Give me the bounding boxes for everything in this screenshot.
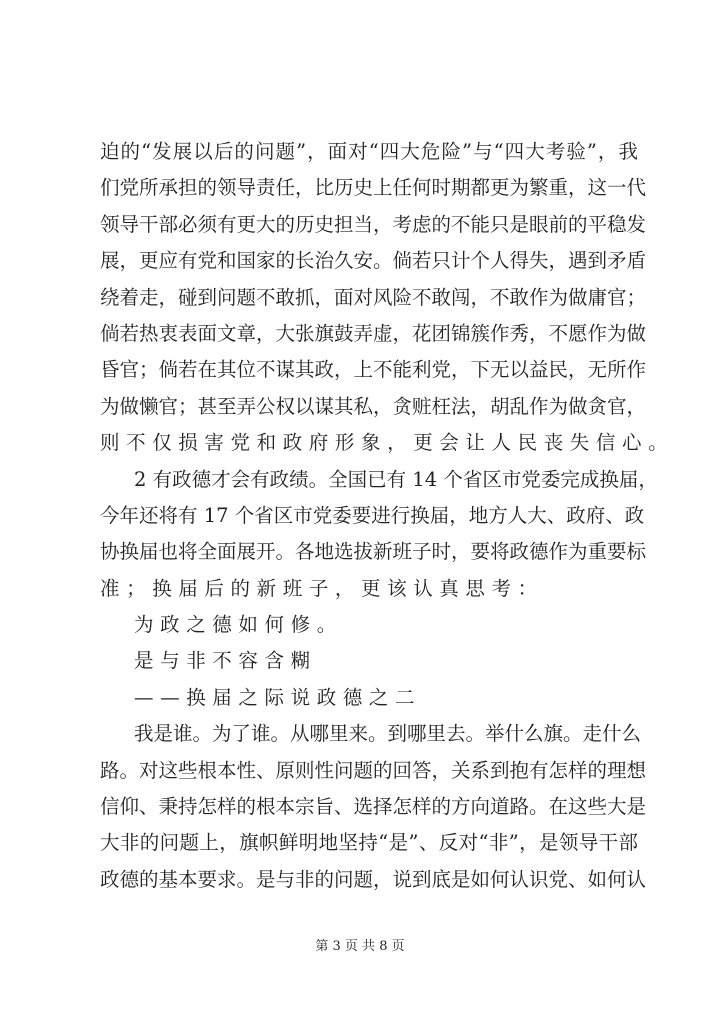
section-subtitle: ——换届之际说政德之二 [134,685,422,709]
text-line: 大非的问题上，旗帜鲜明地坚持“是”、反对“非”，是领导干部 [100,831,638,855]
text-line: 政德的基本要求。是与非的问题，说到底是如何认识党、如何认 [100,867,647,891]
text-line: 2 有政德才会有政绩。全国已有 14 个省区市党委完成换届， [134,467,658,491]
text-line: 我是谁。为了谁。从哪里来。到哪里去。举什么旗。走什么 [134,722,642,746]
text-line: 为做懒官；甚至弄公权以谋其私，贪赃枉法，胡乱作为做贪官， [100,394,647,418]
text-line: 今年还将有 17 个省区市党委要进行换届，地方人大、政府、政 [100,503,645,527]
text-line: 昏官；倘若在其位不谋其政，上不能利党，下无以益民，无所作 [100,358,647,382]
paragraph-4 [100,716,647,898]
text-line: 展，更应有党和国家的长治久安。倘若只计个人得失，遇到矛盾 [100,249,647,273]
text-line: 领导干部必须有更大的历史担当，考虑的不能只是眼前的平稳发 [100,212,647,236]
section-title: 是与非不容含糊 [134,649,317,673]
text-line: 协换届也将全面展开。各地选拔新班子时，要将政德作为重要标 [100,540,647,564]
document-body [100,134,675,898]
text-line: 们党所承担的领导责任，比历史上任何时期都更为繁重，这一代 [100,176,647,200]
paragraph-2 [100,462,658,608]
paragraph-1 [100,134,675,462]
text-line: 信仰、秉持怎样的根本宗旨、选择怎样的方向道路。在这些大是 [100,795,647,819]
text-line: 绕着走，碰到问题不敢抓，面对风险不敢闯，不敢作为做庸官； [100,285,647,309]
text-line: 迫的“发展以后的问题”，面对“四大危险”与“四大考验”，我 [100,140,638,163]
text-line: 倘若热衷表面文章，大张旗鼓弄虚，花团锦簇作秀，不愿作为做 [100,321,647,345]
text-line: 准；换届后的新班子，更该认真思考： [100,576,544,600]
paragraph-3: 为政之德如何修。 [134,613,343,637]
text-line: 则不仅损害党和政府形象，更会让人民丧失信心。 [100,431,675,455]
text-line: 路。对这些根本性、原则性问题的回答，关系到抱有怎样的理想 [100,758,647,782]
page-number: 第 3 页 共 8 页 [315,939,405,954]
